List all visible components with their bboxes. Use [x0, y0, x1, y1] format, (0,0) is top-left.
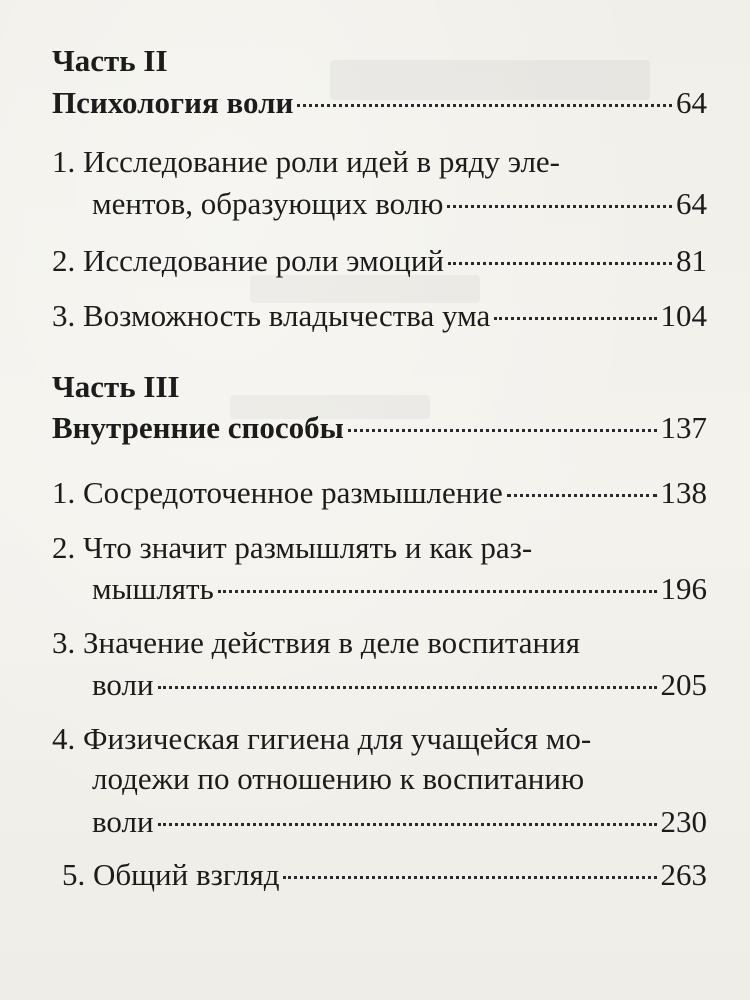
- toc-item-line[interactable]: лодежи по отношению к воспитанию: [92, 761, 585, 796]
- toc-item-line[interactable]: 3. Значение действия в деле воспитания: [52, 625, 580, 660]
- dot-leader: [283, 876, 656, 879]
- dot-leader: [448, 262, 672, 265]
- page-number: 205: [660, 667, 707, 702]
- dot-leader: [494, 317, 656, 320]
- page-number: 196: [660, 571, 707, 606]
- part3-label: Часть III: [52, 369, 180, 404]
- page-number: 104: [660, 298, 707, 333]
- toc-item[interactable]: [52, 476, 707, 510]
- part2-label: Часть II: [52, 43, 168, 78]
- page-number: 64: [676, 85, 707, 120]
- toc-item[interactable]: [92, 668, 707, 702]
- dot-leader: [447, 205, 672, 208]
- page-number: 81: [676, 243, 707, 278]
- toc-item[interactable]: [52, 299, 707, 333]
- page-number: 137: [660, 410, 707, 445]
- toc-item-title: ментов, образующих волю: [92, 186, 444, 221]
- page-number: 138: [660, 475, 707, 510]
- toc-item-title: 5. Общий взгляд: [62, 857, 280, 892]
- dot-leader: [158, 823, 657, 826]
- toc-item-title: 1. Сосредоточенное размышление: [52, 475, 503, 510]
- part2-title: Психология воли: [52, 85, 294, 120]
- part3-title: Внутренние способы: [52, 410, 344, 445]
- toc-item[interactable]: [62, 858, 707, 892]
- toc-item-line[interactable]: 2. Что значит размышлять и как раз-: [52, 530, 533, 565]
- dot-leader: [218, 590, 657, 593]
- toc-item-title: воли: [92, 804, 154, 839]
- dot-leader: [158, 686, 657, 689]
- toc-item-title: 3. Возможность владычества ума: [52, 298, 491, 333]
- toc-item-title: мышлять: [92, 571, 214, 606]
- toc-item-title: воли: [92, 667, 154, 702]
- toc-item-line[interactable]: 4. Физическая гигиена для учащейся мо-: [52, 721, 592, 756]
- toc-item[interactable]: [92, 805, 707, 839]
- toc-item-title: 2. Исследование роли эмоций: [52, 243, 444, 278]
- dot-leader: [507, 494, 657, 497]
- toc-item-line[interactable]: 1. Исследование роли идей в ряду эле-: [52, 144, 561, 179]
- toc-item[interactable]: [52, 244, 707, 278]
- page-number: 64: [676, 186, 707, 221]
- part3-title-entry[interactable]: [52, 411, 707, 445]
- page-number: 230: [660, 804, 707, 839]
- dot-leader: [348, 429, 657, 432]
- toc-item[interactable]: [92, 572, 707, 606]
- toc-item[interactable]: [92, 187, 707, 221]
- part2-title-entry[interactable]: [52, 86, 707, 120]
- page-number: 263: [660, 857, 707, 892]
- dot-leader: [297, 104, 672, 107]
